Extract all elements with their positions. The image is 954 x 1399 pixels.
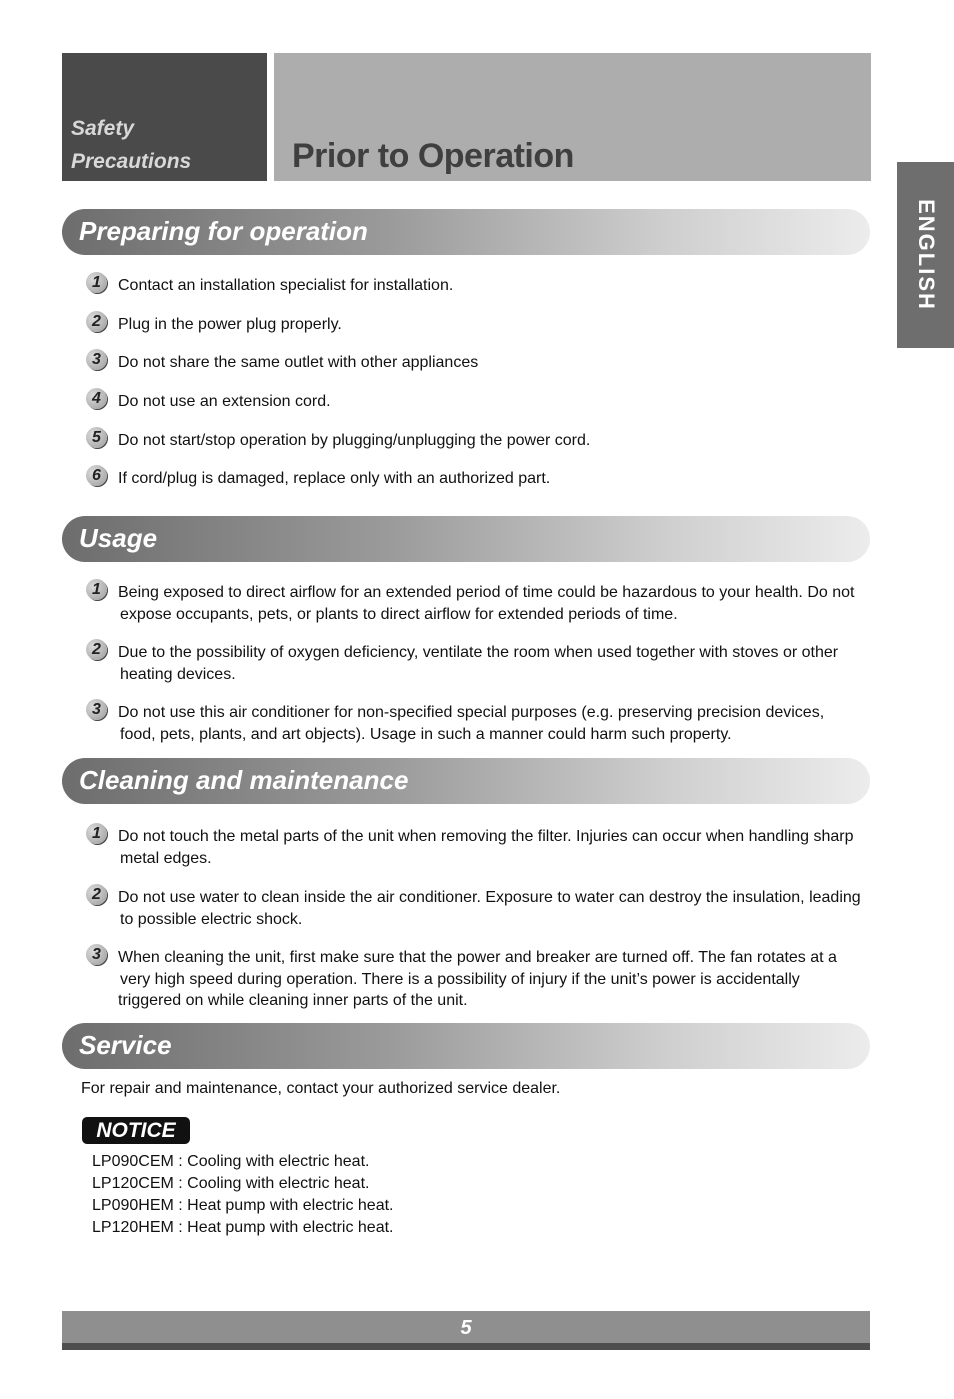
service-text: For repair and maintenance, contact your authorized service dealer. bbox=[81, 1080, 561, 1097]
heading-text: Service bbox=[79, 1030, 172, 1060]
number-badge: 2 bbox=[86, 311, 107, 332]
item-text: Do not use an extension cord. bbox=[118, 393, 331, 410]
page-title: Prior to Operation bbox=[292, 137, 574, 175]
item-line: to possible electric shock. bbox=[120, 910, 303, 928]
number-badge: 4 bbox=[86, 388, 107, 409]
item-line: food, pets, plants, and art objects). Usage in such a manner could harm such property. bbox=[120, 725, 732, 743]
heading-text: Preparing for operation bbox=[79, 216, 368, 246]
section-heading-usage bbox=[62, 516, 870, 562]
item-text bbox=[118, 887, 876, 930]
item-line: Do not touch the metal parts of the unit when removing the filter. Injuries can occur when handling sharp bbox=[118, 828, 854, 845]
item-line: Being exposed to direct airflow for an extended period of time could be hazardous to your health. Do not bbox=[118, 584, 855, 601]
item-text bbox=[118, 947, 876, 1012]
section-heading-cleaning bbox=[62, 758, 870, 804]
number-badge: 3 bbox=[86, 944, 107, 965]
model-line: LP120CEM : Cooling with electric heat. bbox=[92, 1175, 370, 1192]
number-badge: 1 bbox=[86, 272, 107, 293]
item-line: Do not use water to clean inside the air conditioner. Exposure to water can destroy the insulation, leading bbox=[118, 889, 861, 906]
title-box bbox=[274, 53, 871, 181]
item-text bbox=[118, 702, 876, 745]
page-footer bbox=[62, 1311, 870, 1350]
item-line: When cleaning the unit, first make sure that the power and breaker are turned off. The fan rotates at a bbox=[118, 949, 837, 966]
section-label-line2: Precautions bbox=[71, 150, 192, 173]
item-text: Do not start/stop operation by plugging/unplugging the power cord. bbox=[118, 432, 591, 449]
number-badge: 3 bbox=[86, 349, 107, 370]
model-line: LP120HEM : Heat pump with electric heat. bbox=[92, 1219, 394, 1236]
number-badge: 1 bbox=[86, 579, 107, 600]
item-text: Do not share the same outlet with other appliances bbox=[118, 354, 479, 371]
section-label-line1: Safety bbox=[71, 117, 135, 140]
number-badge: 6 bbox=[86, 465, 107, 486]
item-line: very high speed during operation. There is a possibility of injury if the unit’s power is accidentally bbox=[120, 970, 800, 988]
item-line: heating devices. bbox=[120, 665, 236, 683]
number-badge: 5 bbox=[86, 427, 107, 448]
model-line: LP090HEM : Heat pump with electric heat. bbox=[92, 1197, 394, 1214]
item-text: Plug in the power plug properly. bbox=[118, 316, 342, 333]
item-text: Contact an installation specialist for installation. bbox=[118, 277, 454, 294]
model-list bbox=[92, 1151, 393, 1239]
notice-badge: NOTICE bbox=[82, 1117, 190, 1144]
item-line: metal edges. bbox=[120, 849, 212, 867]
item-text bbox=[118, 826, 876, 869]
section-heading-service bbox=[62, 1023, 870, 1069]
language-tab-label: ENGLISH bbox=[913, 199, 939, 311]
item-line: triggered on while cleaning inner parts of the unit. bbox=[118, 992, 468, 1009]
model-line: LP090CEM : Cooling with electric heat. bbox=[92, 1153, 370, 1170]
item-line: Do not use this air conditioner for non-specified special purposes (e.g. preserving precision devices, bbox=[118, 704, 825, 721]
number-badge: 1 bbox=[86, 823, 107, 844]
item-line: expose occupants, pets, or plants to direct airflow for extended periods of time. bbox=[120, 605, 678, 623]
language-tab bbox=[897, 162, 954, 348]
number-badge: 3 bbox=[86, 699, 107, 720]
number-badge: 2 bbox=[86, 884, 107, 905]
item-text bbox=[118, 642, 876, 685]
page-number: 5 bbox=[460, 1317, 472, 1339]
heading-text: Usage bbox=[79, 523, 158, 553]
number-badge: 2 bbox=[86, 639, 107, 660]
heading-text: Cleaning and maintenance bbox=[79, 765, 409, 795]
item-text: If cord/plug is damaged, replace only with an authorized part. bbox=[118, 470, 551, 487]
section-heading-preparing bbox=[62, 209, 870, 255]
item-text bbox=[118, 582, 876, 625]
item-line: Due to the possibility of oxygen deficiency, ventilate the room when used together with stoves or other bbox=[118, 644, 839, 661]
section-label-box bbox=[62, 53, 267, 181]
